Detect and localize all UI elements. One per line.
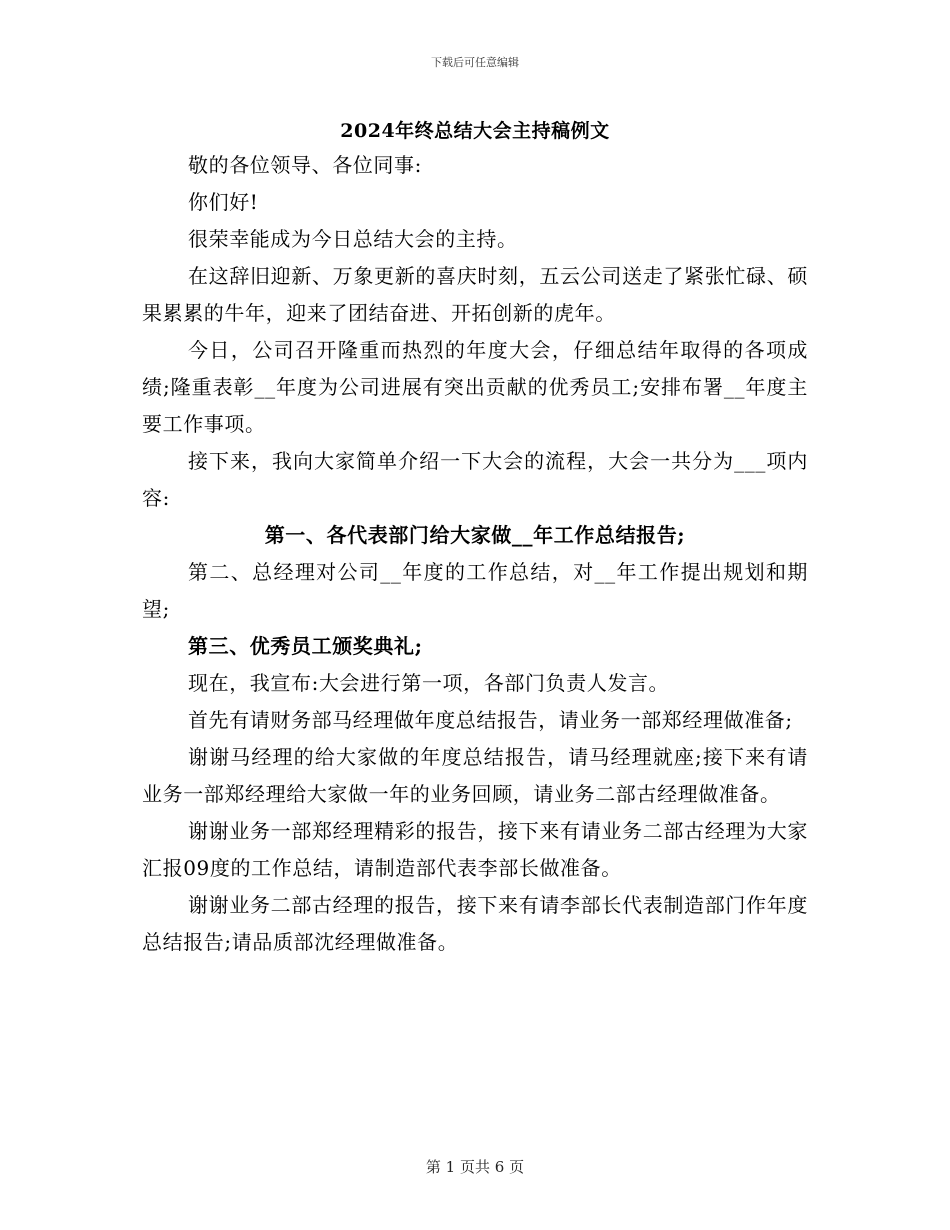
document-title: 2024年终总结大会主持稿例文 (340, 120, 610, 142)
document-body (142, 147, 808, 961)
paragraph-thanks-zheng: 谢谢业务一部郑经理精彩的报告，接下来有请业务二部古经理为大家汇报09度的工作总结，请制造部代表李部长做准备。 (142, 819, 808, 880)
paragraph-intro: 很荣幸能成为今日总结大会的主持。 (188, 227, 518, 251)
agenda-item-3: 第三、优秀员工颁奖典礼; (188, 634, 423, 658)
paragraph-greeting: 你们好! (188, 190, 259, 214)
paragraph-meeting-purpose: 今日，公司召开隆重而热烈的年度大会，仔细总结年取得的各项成绩;隆重表彰__年度为公司进展有突出贡献的优秀员工;安排布署__年度主要工作事项。 (142, 338, 808, 436)
paragraph-thanks-gu: 谢谢业务二部古经理的报告，接下来有请李部长代表制造部门作年度总结报告;请品质部沈经理做准备。 (142, 893, 808, 954)
paragraph-announcement: 现在，我宣布:大会进行第一项，各部门负责人发言。 (188, 671, 670, 695)
paragraph-new-year: 在这辞旧迎新、万象更新的喜庆时刻，五云公司送走了紧张忙碌、硕果累累的牛年，迎来了团结奋进、开拓创新的虎年。 (142, 264, 808, 325)
paragraph-salutation: 敬的各位领导、各位同事: (188, 153, 422, 177)
page-header-note: 下载后可任意编辑 (431, 56, 519, 69)
agenda-item-2: 第二、总经理对公司__年度的工作总结，对__年工作提出规划和期望; (142, 560, 808, 621)
paragraph-finance-report: 首先有请财务部马经理做年度总结报告，请业务一部郑经理做准备; (188, 708, 793, 732)
page-number: 第 1 页共 6 页 (425, 1158, 525, 1176)
paragraph-thanks-ma: 谢谢马经理的给大家做的年度总结报告，请马经理就座;接下来有请业务一部郑经理给大家做一年的业务回顾，请业务二部古经理做准备。 (142, 745, 808, 806)
agenda-item-1: 第一、各代表部门给大家做__年工作总结报告; (264, 523, 686, 547)
paragraph-agenda-intro: 接下来，我向大家简单介绍一下大会的流程，大会一共分为___项内容: (142, 449, 808, 510)
